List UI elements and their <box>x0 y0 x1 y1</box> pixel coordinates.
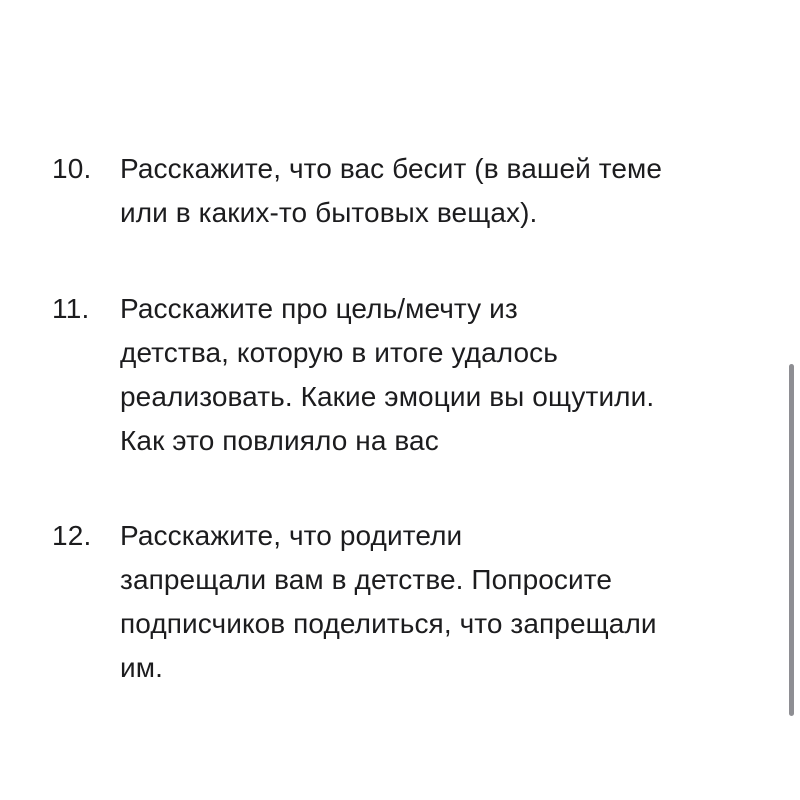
item-text-line: Как это повлияло на вас <box>120 425 439 456</box>
list-item-11 <box>52 287 752 463</box>
item-text-line: Расскажите, что родители <box>120 520 463 551</box>
list-item-12 <box>52 514 752 690</box>
item-text-line: реализовать. Какие эмоции вы ощутили. <box>120 381 655 412</box>
item-text-line: им. <box>120 652 163 683</box>
item-text-line: подписчиков поделиться, что запрещали <box>120 608 657 639</box>
item-number: 11. <box>52 293 90 324</box>
list-item-10 <box>52 147 752 235</box>
item-text-line: Расскажите, что вас бесит (в вашей теме <box>120 153 663 184</box>
item-number: 10. <box>52 153 92 184</box>
item-text-line: или в каких-то бытовых вещах). <box>120 197 538 228</box>
item-text-line: Расскажите про цель/мечту из <box>120 293 518 324</box>
scrollbar[interactable] <box>789 364 794 716</box>
item-text-line: детства, которую в итоге удалось <box>120 337 558 368</box>
item-number: 12. <box>52 520 92 551</box>
item-text-line: запрещали вам в детстве. Попросите <box>120 564 613 595</box>
